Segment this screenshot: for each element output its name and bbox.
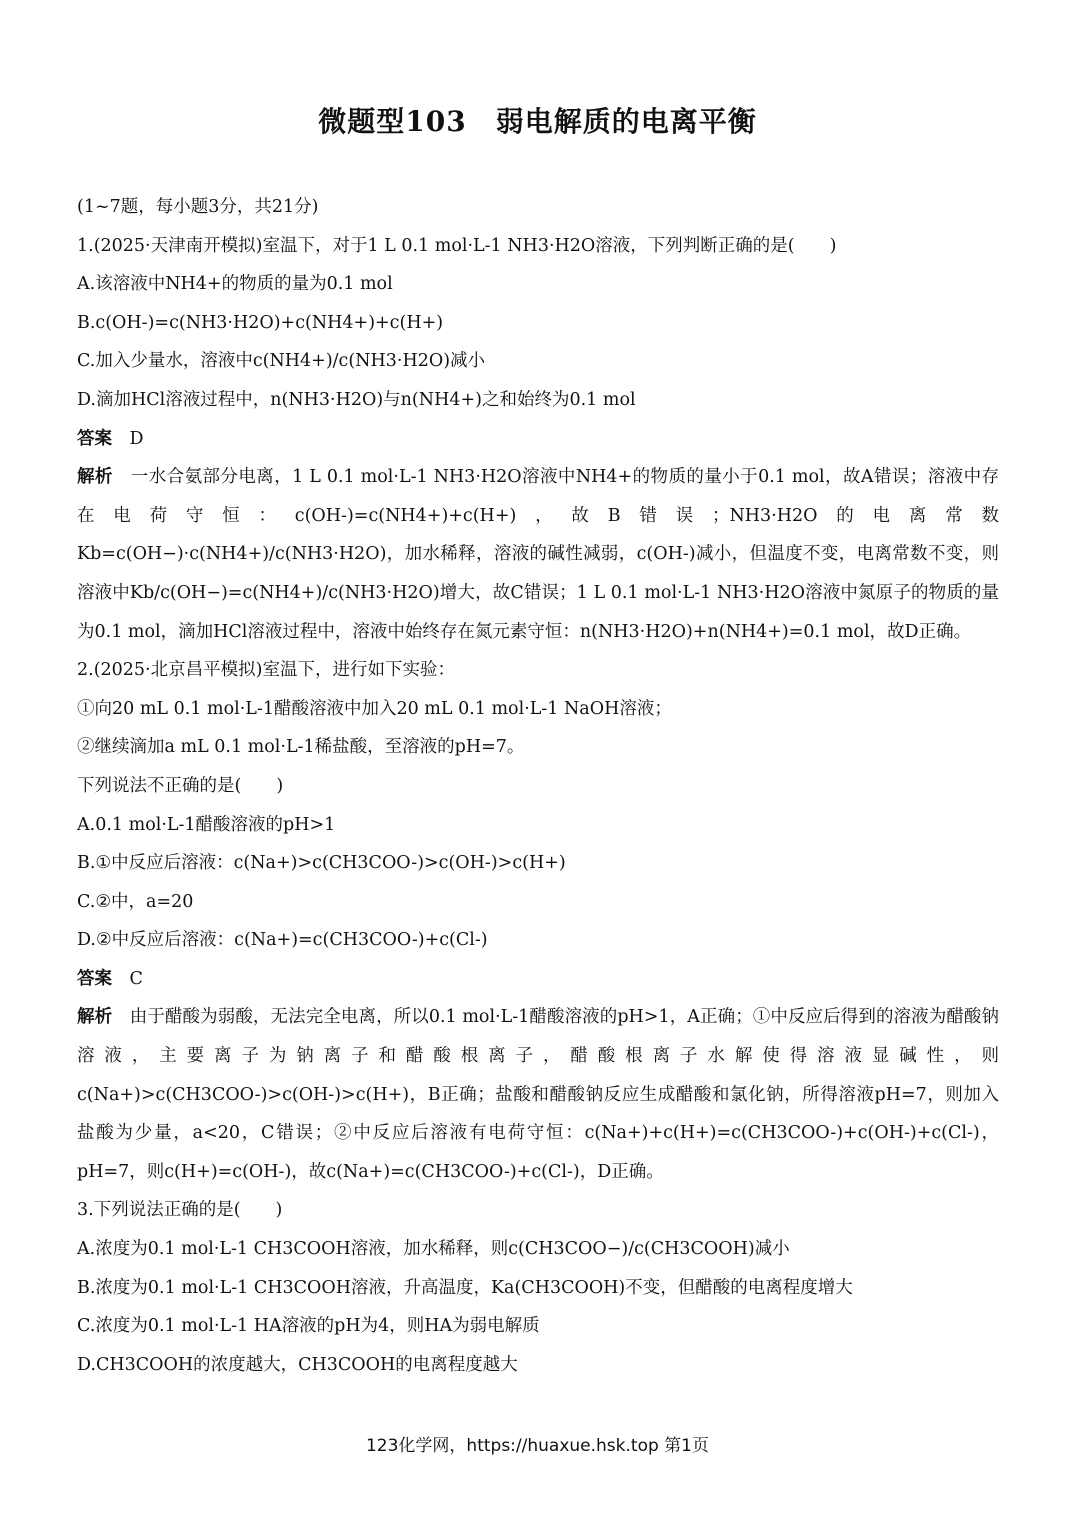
answer-value: C [129,968,143,989]
q2-stem: 2.(2025·北京昌平模拟)室温下，进行如下实验： [77,660,455,681]
answer-label: 答案 [77,428,112,449]
q1-option-d: D.滴加HCl溶液过程中，n(NH3·H2O)与n(NH4+)之和始终为0.1 mol [77,389,636,410]
q2-option-a: A.0.1 mol·L-1醋酸溶液的pH>1 [77,814,336,835]
q2-option-d: D.②中反应后溶液：c(Na+)=c(CH3COO-)+c(Cl-) [77,930,488,951]
answer-label: 答案 [77,968,112,989]
q1-option-a: A.该溶液中NH4+的物质的量为0.1 mol [77,274,393,295]
q1-answer [77,420,999,459]
q1-analysis [77,458,999,651]
q3-stem: 3.下列说法正确的是( ) [77,1200,283,1221]
q1-stem: 1.(2025·天津南开模拟)室温下，对于1 L 0.1 mol·L-1 NH3·H2O溶液，下列判断正确的是( ) [77,235,837,256]
page-footer: 123化学网，https://huaxue.hsk.top 第1页 [365,1436,709,1456]
q1-option-c: C.加入少量水，溶液中c(NH4+)/c(NH3·H2O)减小 [77,351,486,372]
q2-analysis [77,998,999,1191]
analysis-text: 一水合氨部分电离，1 L 0.1 mol·L-1 NH3·H2O溶液中NH4+的物质的量小于0.1 mol，故A错误；溶液中存在电荷守恒：c(OH-)=c(NH4+)+c(H+)，故B错误；NH3·H2O的电离常数Kb=c(OH−)·c(NH4+)/c(NH3·H2O)，加水稀释，溶液的碱性减弱，c(OH-)减小，但温度不变，电离常数不变，则溶液中Kb/c(OH−)=c(NH4+)/c(NH3·H2O)增大，故C错误；1 L 0.1 mol·L-1 NH3·H2O溶液中氮原子的物质的量为0.1 mol，滴加HCl溶液过程中，溶液中始终存在氮元素守恒：n(NH3·H2O)+n(NH4+)=0.1 mol，故D正确。 [77,467,1000,642]
q3-option-c: C.浓度为0.1 mol·L-1 HA溶液的pH为4，则HA为弱电解质 [77,1316,540,1337]
question-content [77,188,999,1384]
analysis-label: 解析 [77,1007,113,1028]
q2-step-2: ②继续滴加a mL 0.1 mol·L-1稀盐酸，至溶液的pH=7。 [77,737,525,758]
answer-value: D [129,428,144,449]
q2-option-c: C.②中，a=20 [77,891,194,912]
analysis-label: 解析 [77,467,113,488]
score-note: (1~7题，每小题3分，共21分) [77,197,319,217]
q3-option-a: A.浓度为0.1 mol·L-1 CH3COOH溶液，加水稀释，则c(CH3COO−)/c(CH3COOH)减小 [77,1239,790,1260]
q2-question: 下列说法不正确的是( ) [77,775,284,796]
q2-step-1: ①向20 mL 0.1 mol·L-1醋酸溶液中加入20 mL 0.1 mol·L-1 NaOH溶液； [77,698,672,719]
analysis-text: 由于醋酸为弱酸，无法完全电离，所以0.1 mol·L-1醋酸溶液的pH>1，A正确；①中反应后得到的溶液为醋酸钠溶液，主要离子为钠离子和醋酸根离子，醋酸根离子水解使得溶液显碱性，则c(Na+)>c(CH3COO-)>c(OH-)>c(H+)，B正确；盐酸和醋酸钠反应生成醋酸和氯化钠，所得溶液pH=7，则加入盐酸为少量，a<20，C错误；②中反应后溶液有电荷守恒：c(Na+)+c(H+)=c(CH3COO-)+c(OH-)+c(Cl-)，pH=7，则c(H+)=c(OH-)，故c(Na+)=c(CH3COO-)+c(Cl-)，D正确。 [77,1007,1000,1182]
q1-option-b: B.c(OH-)=c(NH3·H2O)+c(NH4+)+c(H+) [77,312,444,333]
q3-option-d: D.CH3COOH的浓度越大，CH3COOH的电离程度越大 [77,1354,518,1375]
q3-option-b: B.浓度为0.1 mol·L-1 CH3COOH溶液，升高温度，Ka(CH3COOH)不变，但醋酸的电离程度增大 [77,1277,853,1298]
q2-option-b: B.①中反应后溶液：c(Na+)>c(CH3COO-)>c(OH-)>c(H+) [77,853,566,874]
q2-answer [77,960,999,999]
page-title: 微题型103 弱电解质的电离平衡 [318,105,757,138]
